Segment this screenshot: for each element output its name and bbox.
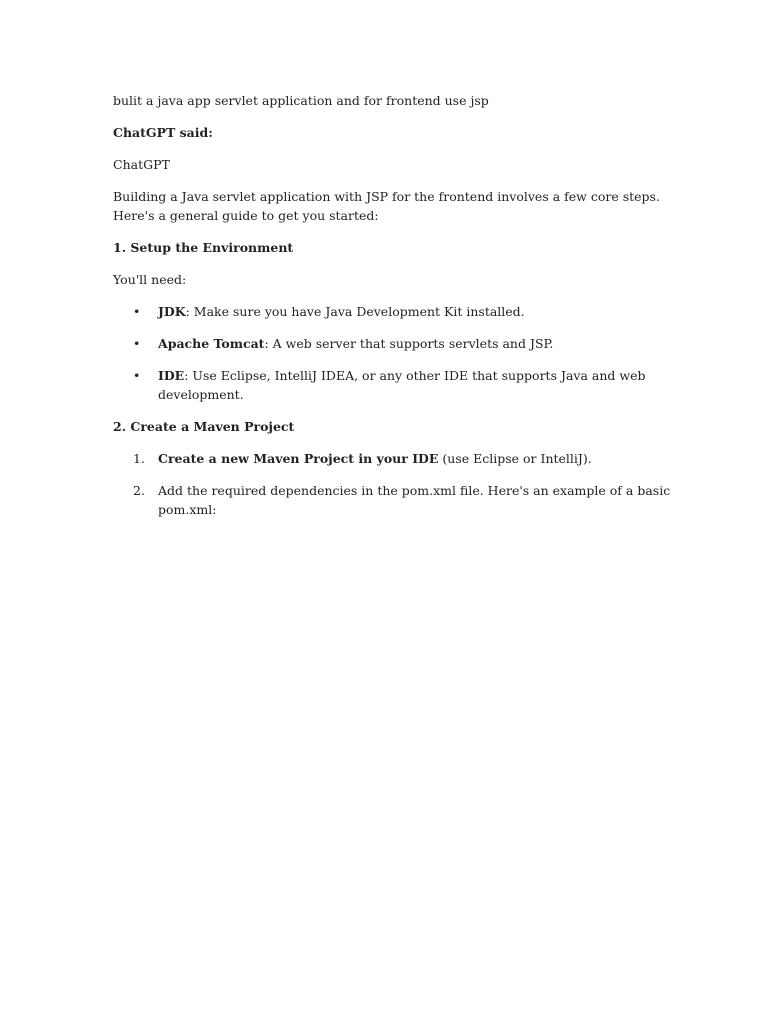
- assistant-name: ChatGPT: [113, 157, 170, 172]
- list-item: [113, 481, 673, 519]
- list-item-term: Apache Tomcat: [158, 336, 265, 351]
- document-page: [113, 91, 673, 532]
- step-number: 2.: [133, 483, 145, 498]
- bullet-icon: •: [133, 304, 141, 319]
- steps-list: [113, 449, 673, 519]
- section-heading-setup: 1. Setup the Environment: [113, 240, 294, 255]
- list-item-text: : Make sure you have Java Development Kit installed.: [185, 304, 525, 319]
- bullet-icon: •: [133, 336, 141, 351]
- section-lead: You'll need:: [113, 272, 187, 287]
- list-item: [113, 302, 673, 321]
- list-item-text: : A web server that supports servlets and JSP.: [264, 336, 554, 351]
- list-item: [113, 366, 673, 404]
- list-item-text: : Use Eclipse, IntelliJ IDEA, or any other IDE that supports Java and web development.: [158, 368, 646, 402]
- step-bold-text: Create a new Maven Project in your IDE: [158, 451, 439, 466]
- user-prompt: bulit a java app servlet application and for frontend use jsp: [113, 93, 489, 108]
- section-heading-maven: 2. Create a Maven Project: [113, 419, 295, 434]
- list-item: [113, 449, 673, 468]
- requirements-list: [113, 302, 673, 404]
- list-item-term: IDE: [158, 368, 185, 383]
- intro-paragraph: Building a Java servlet application with JSP for the frontend involves a few core steps. Here's a general guide to get you started:: [113, 189, 660, 223]
- step-text: Add the required dependencies in the pom.xml file. Here's an example of a basic pom.xml:: [158, 483, 671, 517]
- list-item: [113, 334, 673, 353]
- bullet-icon: •: [133, 368, 141, 383]
- assistant-said-label: ChatGPT said:: [113, 125, 213, 140]
- list-item-term: JDK: [158, 304, 186, 319]
- step-number: 1.: [133, 451, 145, 466]
- step-text: (use Eclipse or IntelliJ).: [438, 451, 592, 466]
